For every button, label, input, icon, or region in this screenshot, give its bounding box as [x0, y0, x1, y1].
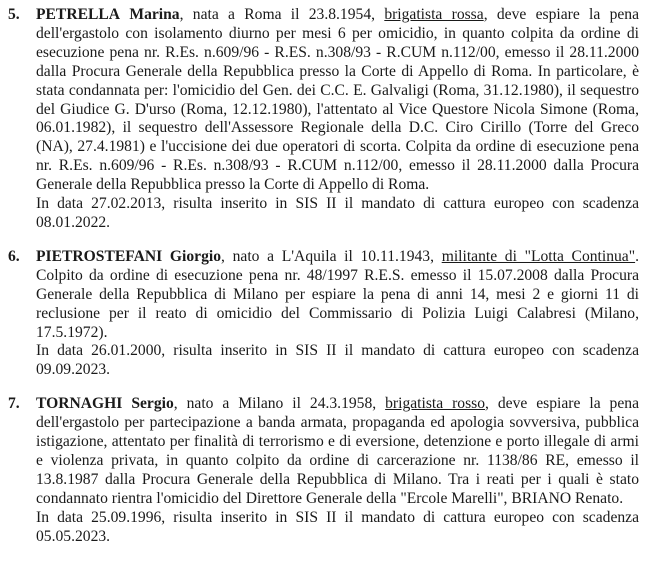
entry-intro: , nato a L'Aquila il 10.11.1943,	[221, 247, 442, 265]
entry-body: , deve espiare la pena dell'ergastolo con isolamento diurno per mesi 6 per omicidio, in quanto colpita da ordine di esecuzione pena nr. R.Es. n.609/96 - R.ES. n.308/93 - R.CUM n.112/00, emesso il 28.11.2000 dalla Procura Generale della Repubblica presso la Corte di Appello di Roma. In particolare, è stata condannata per: l'omicidio del Gen. dei C.C. E. Galvaligi (Roma, 31.12.1980), il sequestro del Giudice G. D'urso (Roma, 12.12.1980), l'attentato al Vice Questore Nicola Simone (Roma, 06.01.1982), il sequestro dell'Assessore Regionale della D.C. Ciro Cirillo (Torre del Greco (NA), 27.4.1981) e l'uccisione dei due operatori di scorta. Colpita da ordine di esecuzione pena nr. R.Es. n.609/96 - R.Es. n.308/93 - R.CUM n.112/00, emesso il 28.11.2000 dalla Procura Generale della Repubblica presso la Corte di Appello di Roma.	[36, 6, 640, 194]
entry-intro: , nata a Roma il 23.8.1954,	[179, 6, 385, 23]
entry-affiliation: brigatista rosso	[385, 395, 486, 413]
entry-body: . Colpito da ordine di esecuzione pena nr. 48/1997 R.E.S. emesso il 15.07.2008 dalla Procura Generale della Repubblica di Milano per espiare la pena di anni 14, mesi 2 e giorni 11 di reclusione per il reato di omicidio del Commissario di Polizia Luigi Calabresi (Milano, 17.5.1972).	[36, 247, 639, 341]
entry-given-name: Giorgio	[169, 247, 222, 265]
entry-pietrostefani	[6, 248, 639, 380]
entry-surname: PIETROSTEFANI	[36, 247, 163, 265]
entry-given-name: Sergio	[131, 395, 174, 413]
entry-intro: , nato a Milano il 24.3.1958,	[173, 395, 386, 413]
entry-warrant: In data 25.09.1996, risulta inserito in SIS II il mandato di cattura europeo con scadenza 05.05.2023.	[36, 508, 639, 545]
entry-surname: TORNAGHI	[36, 395, 123, 413]
entry-given-name: Marina	[129, 6, 180, 23]
entry-warrant: In data 27.02.2013, risulta inserito in SIS II il mandato di cattura europeo con scadenza 08.01.2022.	[36, 195, 639, 231]
entry-number: 6.	[8, 247, 20, 265]
entry-paragraph	[36, 395, 639, 508]
entry-affiliation: brigatista rossa	[384, 6, 484, 23]
entry-paragraph	[36, 248, 639, 343]
entry-paragraph	[36, 6, 639, 195]
entry-tornaghi	[6, 395, 639, 546]
entry-petrella	[6, 6, 639, 233]
entry-number: 7.	[8, 395, 20, 413]
entry-body: , deve espiare la pena dell'ergastolo per partecipazione a banda armata, propaganda ed apologia sovversiva, pubblica istigazione, attentato per finalità di terrorismo e di eversione, detenzione e porto illegale di armi e violenza privata, in quanto colpito da ordine di carcerazione nr. 1138/86 RE, emesso il 13.8.1987 dalla Procura Generale della Repubblica di Milano. Tra i reati per i quali è stato condannato rientra l'omicidio del Direttore Generale della "Ercole Marelli", BRIANO Renato.	[36, 395, 639, 507]
entry-surname: PETRELLA	[36, 6, 121, 23]
entry-number: 5.	[8, 6, 20, 23]
entry-affiliation: militante di "Lotta Continua"	[441, 247, 636, 265]
entry-warrant: In data 26.01.2000, risulta inserito in SIS II il mandato di cattura europeo con scadenza 09.09.2023.	[36, 342, 639, 379]
